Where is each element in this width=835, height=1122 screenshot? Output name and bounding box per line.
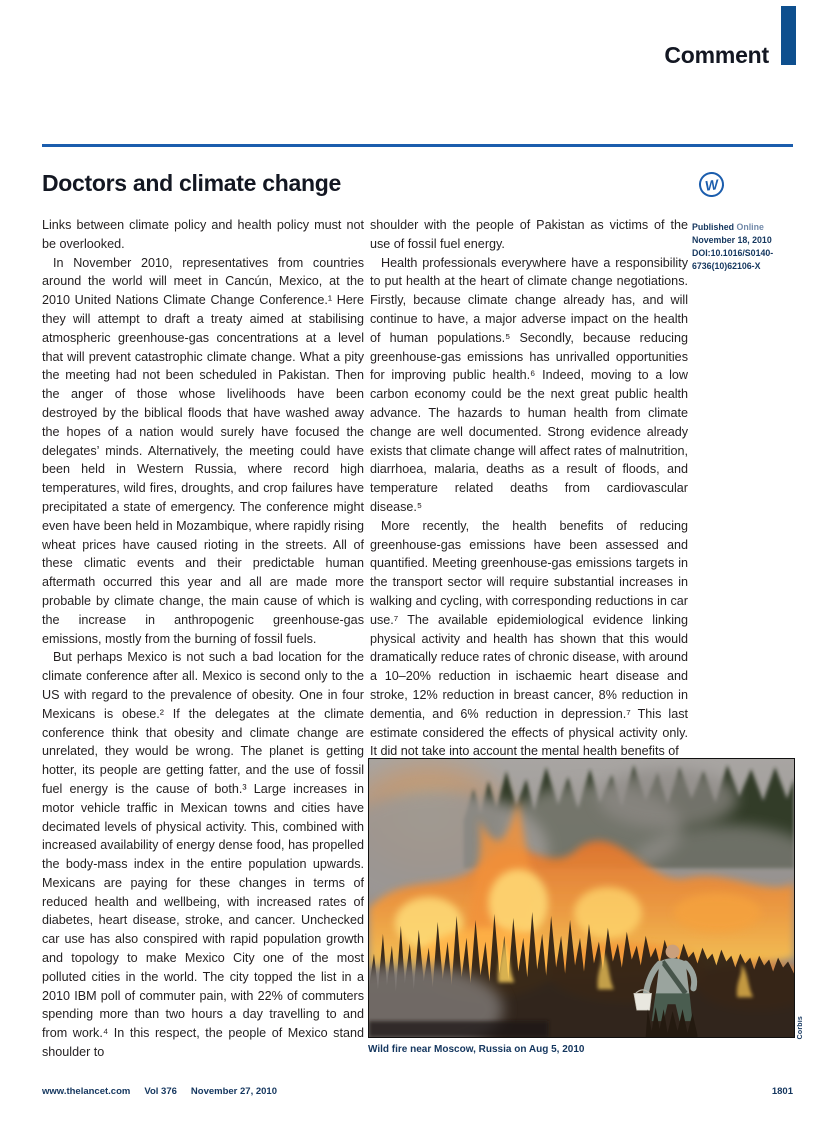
wildfire-photo xyxy=(368,758,795,1038)
photo-credit-text: Corbis xyxy=(797,1015,804,1039)
doi-line-1: DOI:10.1016/S0140- xyxy=(692,248,774,258)
header-divider xyxy=(42,144,793,147)
publication-note xyxy=(692,221,796,273)
published-label: Published xyxy=(692,222,735,232)
paragraph: More recently, the health benefits of reducing greenhouse-gas emissions have been assessed and quantified. Meeting greenhouse-gas emissions targets in the transport sector will require substantial increases in walking and cycling, with corresponding reductions in car use.⁷ The available epidemiological evidence linking physical activity and health has shown that this would dramatically reduce rates of chronic disease, with around a 10–20% reduction in ischaemic heart disease and stroke, 12% reduction in breast cancer, 8% reduction in dementia, and 6% reduction in depression.⁷ This last estimate considered the effects of physical activity only. It did not take into account the mental health benefits of xyxy=(370,518,688,759)
photo-credit xyxy=(797,999,807,1039)
web-extra-icon-letter: W xyxy=(703,175,720,194)
photo-caption: Wild fire near Moscow, Russia on Aug 5, 2010 xyxy=(368,1044,585,1055)
paragraph: Links between climate policy and health policy must not be overlooked. xyxy=(42,218,364,251)
paragraph: Health professionals everywhere have a responsibility to put health at the heart of climate change negotiations. Firstly, because climate change already has, and will continue to have, a major adverse impact on the health of human populations.⁵ Secondly, because reducing greenhouse-gas emissions has unrivalled opportunities for improving public health.⁶ Indeed, moving to a low carbon economy could be the next great public health advance. The hazards to human health from climate change are well documented. Strong evidence already exists that climate change will affect rates of malnutrition, diarrhoea, malaria, deaths as a result of floods, and temperature related deaths from cardiovascular disease.⁵ xyxy=(370,255,688,514)
article-column-left xyxy=(42,216,364,1062)
online-label: Online xyxy=(736,222,764,232)
doi-line-2: 6736(10)62106-X xyxy=(692,261,761,271)
paragraph: shoulder with the people of Pakistan as victims of the use of fossil fuel energy. xyxy=(370,218,688,251)
published-online-line xyxy=(692,221,796,234)
web-extra-icon xyxy=(697,170,725,198)
section-color-bar xyxy=(781,6,796,65)
article-column-right xyxy=(370,216,688,761)
published-date: November 18, 2010 xyxy=(692,235,772,245)
footer-site: www.thelancet.com xyxy=(42,1086,131,1097)
footer-date: November 27, 2010 xyxy=(190,1086,278,1097)
footer-volume: Vol 376 xyxy=(144,1086,177,1097)
article-title: Doctors and climate change xyxy=(42,170,341,196)
footer-journal-info xyxy=(42,1086,277,1097)
section-label: Comment xyxy=(664,42,769,68)
paragraph: In November 2010, representatives from countries around the world will meet in Cancún, Mexico, at the 2010 United Nations Climate Change Conference.¹ Here they will attempt to draft a treaty aimed at stabilising atmospheric greenhouse-gas concentrations at a level that will prevent catastrophic climate change. What a pity the meeting had not been scheduled in Pakistan. Then the anger of those whose livelihoods have been destroyed by the biblical floods that have washed away the hopes of a nation would surely have focused the delegates’ minds. Alternatively, the meeting could have been held in Western Russia, where record high temperatures, wild fires, droughts, and crop failures have precipitated a state of emergency. The conference might even have been held in Mozambique, where rapidly rising wheat prices have caused rioting in the streets. All of these climatic events and their predictable human aftermath occurred this year and all are made more probable by climate change, the main cause of which is the increase in anthropogenic greenhouse-gas emissions, mostly from the burning of fossil fuels. xyxy=(42,255,364,646)
paragraph: But perhaps Mexico is not such a bad location for the climate conference after all. Mexico is second only to the US with regard to the prevalence of obesity. One in four Mexicans is obese.² If the delegates at the climate conference think that obesity and climate change are unrelated, they would be wrong. The planet is getting hotter, its people are getting fatter, and the use of fossil fuel energy is the cause of both.³ Large increases in motor vehicle traffic in Mexican towns and cities have decimated levels of physical activity. This, combined with increased availability of energy dense food, has propelled the body-mass index in the entire population upwards. Mexicans are paying for these changes in terms of reduced health and wellbeing, with increased rates of diabetes, heart disease, stroke, and cancer. Unchecked car use has also conspired with rapid population growth and topology to make Mexico City one of the most polluted cities in the world. The city topped the list in a 2010 IBM poll of commuter pain, with 22% of commuters spending more than two hours a day travelling to and from work.⁴ In this respect, the people of Mexico stand shoulder to xyxy=(42,650,364,1060)
page-number: 1801 xyxy=(771,1086,793,1097)
